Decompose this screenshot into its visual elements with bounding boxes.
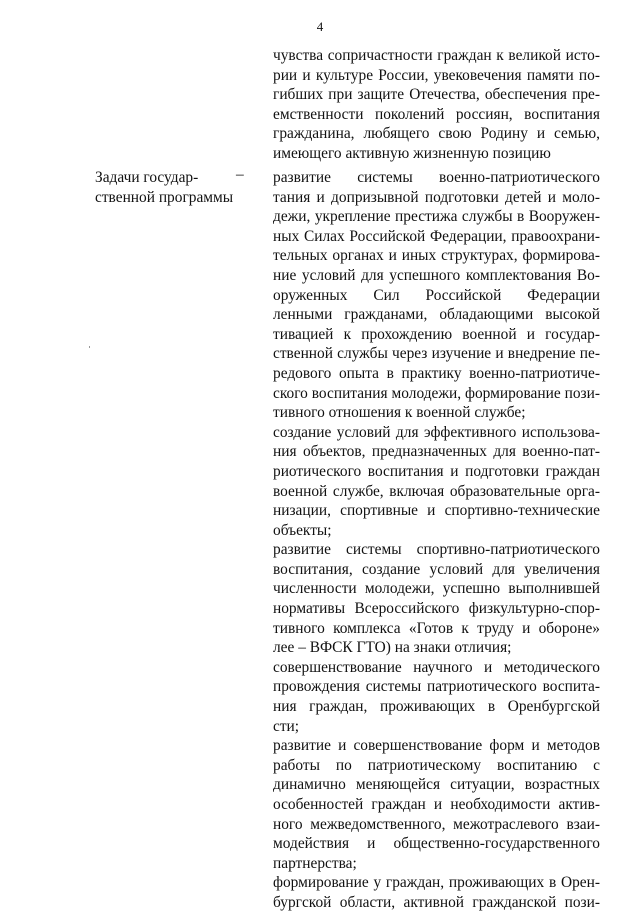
text-line: развитие системы спортивно-патриотического	[273, 541, 600, 559]
text-line: чувства сопричастности граждан к великой исто-	[273, 47, 600, 64]
dash-separator: –	[236, 166, 244, 183]
text-line: тивного отношения к военной службе;	[273, 404, 526, 422]
text-line: партнерства;	[273, 854, 357, 872]
text-line: ного межведомственного, межотраслевого взаи-	[273, 815, 600, 833]
text-line: ния граждан, проживающих в Оренбургской	[273, 698, 600, 716]
label-line: ственной программы	[95, 188, 234, 206]
text-line: низации, спортивные и спортивно-технические	[273, 502, 600, 520]
text-line: ных Силах Российской Федерации, правоохрани-	[273, 227, 600, 245]
text-line: провождения системы патриотического воспита-	[273, 678, 600, 696]
intro-paragraph	[273, 46, 600, 164]
page-number: 4	[316, 19, 324, 34]
text-line: воспитания, создание условий для увеличения	[273, 560, 600, 578]
tasks-paragraph	[273, 168, 600, 913]
text-line: ленными гражданами, обладающими высокой	[273, 306, 600, 324]
text-line: ственной службы через изучение и внедрение пе-	[273, 345, 600, 363]
text-line: ского воспитания молодежи, формирование пози-	[273, 384, 600, 402]
text-line: модействия и общественно-государственного	[273, 835, 600, 853]
scan-speck	[89, 346, 90, 348]
text-line: гибших при защите Отечества, обеспечения пре-	[273, 86, 600, 104]
text-line: развитие и совершенствование форм и методов	[273, 737, 600, 755]
text-line: рии и культуре России, увековечения памяти по-	[273, 66, 600, 84]
text-line: ние условий для успешного комплектования Во-	[273, 266, 600, 284]
text-line: совершенствование научного и методического	[273, 658, 600, 676]
text-line: риотического воспитания и подготовки граждан	[273, 462, 600, 480]
text-line: особенностей граждан и необходимости актив-	[273, 796, 600, 813]
text-line: нормативы Всероссийского физкультурно-спор-	[273, 600, 600, 618]
text-line: лее – ВФСК ГТО) на знаки отличия;	[273, 639, 512, 657]
text-line: формирование у граждан, проживающих в Орен-	[273, 874, 600, 892]
text-line: имеющего активную жизненную позицию	[273, 144, 551, 162]
text-line: емственности поколений россиян, воспитания	[273, 105, 600, 123]
text-line: гражданина, любящего свою Родину и семью,	[273, 125, 600, 143]
text-line: ния объектов, предназначенных для военно-пат-	[273, 443, 600, 461]
text-line: развитие системы военно-патриотического	[273, 169, 600, 186]
text-line: бургской области, активной гражданской пози-	[273, 893, 600, 911]
text-line: тивацией к прохождению военной и государ-	[273, 325, 600, 343]
text-line: военной службе, включая образовательные орга-	[273, 482, 600, 500]
text-line: сти;	[273, 717, 300, 735]
text-line: создание условий для эффективного использова-	[273, 423, 600, 441]
text-line: оруженных Сил Российской Федерации	[273, 286, 600, 304]
text-line: тивного комплекса «Готов к труду и обороне»	[273, 619, 600, 637]
label-line: Задачи государ-	[95, 169, 199, 186]
text-line: работы по патриотическому воспитанию с	[273, 756, 600, 774]
text-line: дежи, укрепление престижа службы в Вооружен-	[273, 208, 600, 226]
text-line: тельных органах и иных структурах, формирова-	[273, 247, 600, 265]
text-line: объекты;	[273, 521, 332, 539]
text-line: тания и допризывной подготовки детей и моло-	[273, 188, 600, 206]
tasks-label	[95, 168, 240, 207]
text-line: редового опыта в практику военно-патриотиче-	[273, 364, 600, 382]
text-line: численности молодежи, успешно выполнившей	[273, 580, 600, 598]
text-line: динамично меняющейся ситуации, возрастных	[273, 776, 600, 794]
